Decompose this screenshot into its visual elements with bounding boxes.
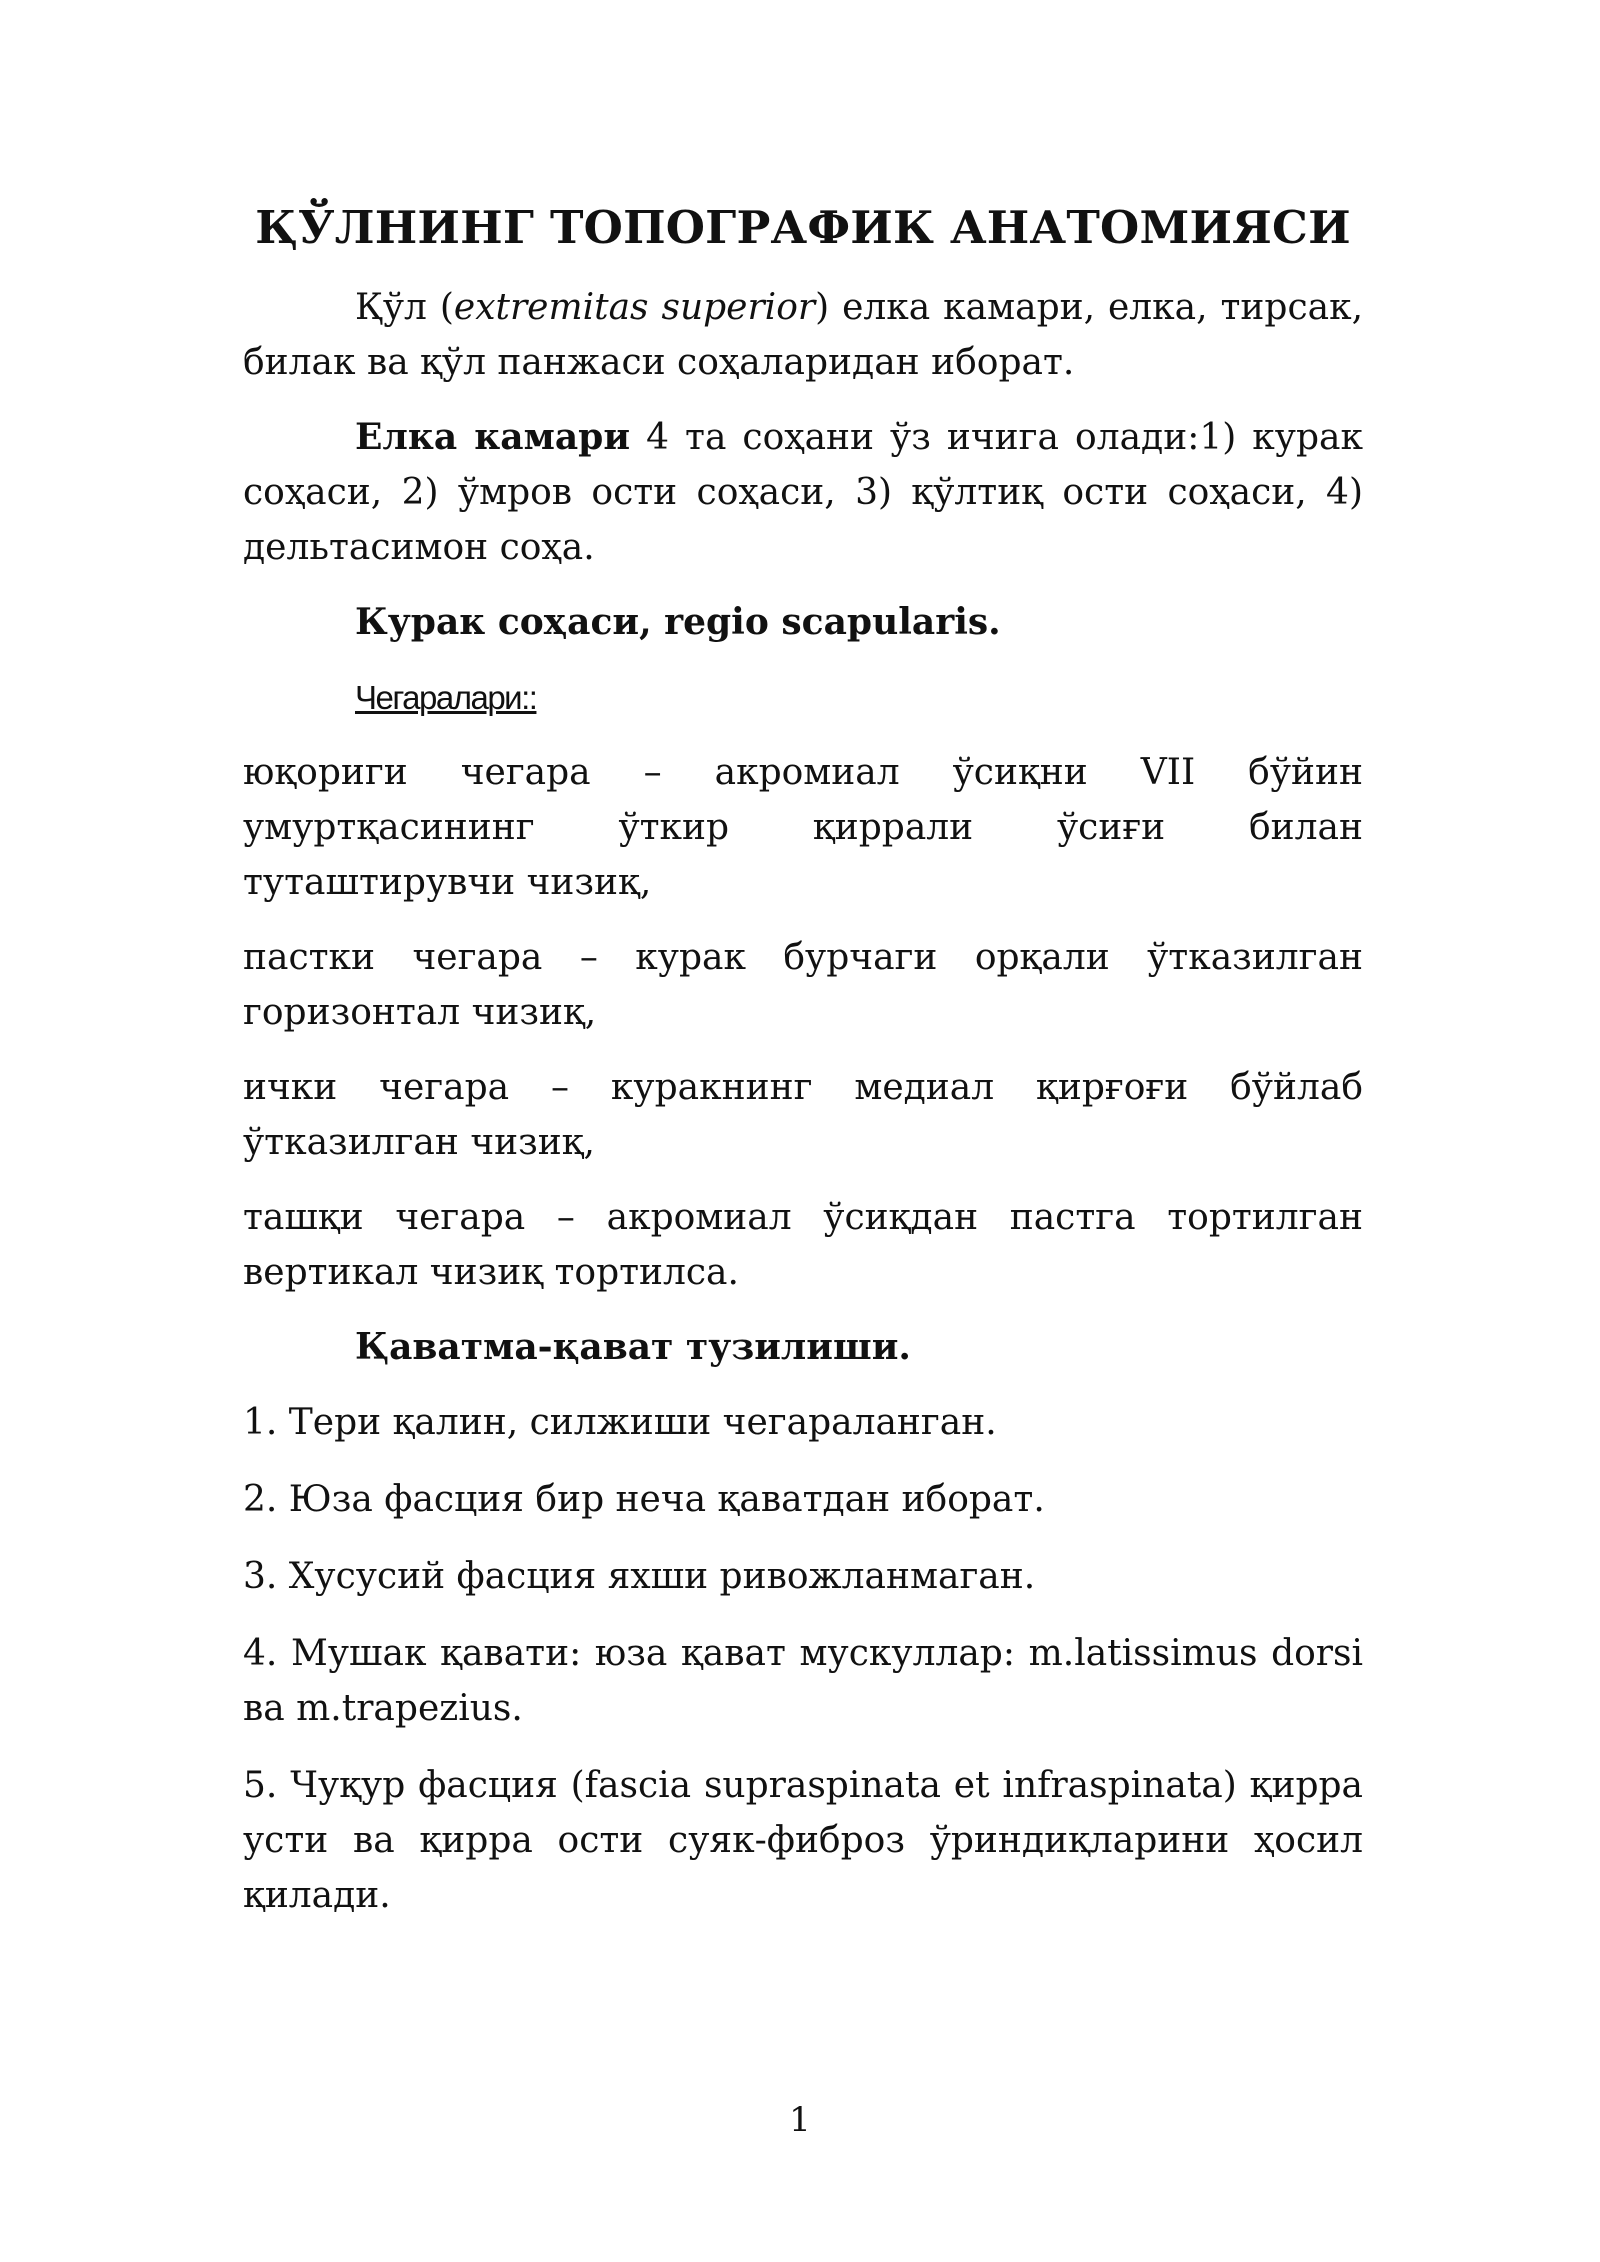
borders-heading-paragraph [243,670,1363,725]
list-item: 5. Чуқур фасция (fascia supraspinata et infraspinata) қирра усти ва қирра ости суяк-фиброз ўриндиқларини ҳосил қилади. [243,1765,1363,1916]
intro-start: Қўл ( [355,287,454,328]
shoulder-girdle-paragraph [243,410,1363,575]
outer-border-paragraph: ташқи чегара – акромиал ўсиқдан пастга тортилган вертикал чизиқ тортилса. [243,1197,1363,1293]
upper-border-line-2: туташтирувчи чизиқ, [243,862,652,903]
list-item: 1. Тери қалин, силжиши чегараланган. [243,1402,997,1443]
inner-border-paragraph: ички чегара – куракнинг медиал қирғоғи бўйлаб ўтказилган чизиқ, [243,1067,1363,1163]
list-item: 4. Мушак қавати: юза қават мускуллар: m.latissimus dorsi ва m.trapezius. [243,1633,1363,1729]
latin-term: extremitas superior [453,287,816,328]
layers-list [243,1395,1363,1923]
upper-border-line-1: юқориги чегара – акромиал ўсиқни VII бўйин умуртқасининг ўткир қиррали ўсиғи билан [243,752,1363,848]
scapular-region-heading: Курак соҳаси, regio scapularis. [355,601,1001,643]
list-item: 3. Хусусий фасция яхши ривожланмаган. [243,1556,1036,1597]
layers-heading: Қаватма-қават тузилиши. [355,1326,911,1368]
list-item: 2. Юза фасция бир неча қаватдан иборат. [243,1479,1045,1520]
page-title: ҚЎЛНИНГ ТОПОГРАФИК АНАТОМИЯСИ [255,201,1351,254]
page-number: 1 [789,2100,811,2140]
shoulder-girdle-term: Елка камари [355,416,631,458]
shoulder-girdle-text: 4 та соҳани ўз ичига олади:1) курак соҳаси, 2) ўмров ости соҳаси, 3) қўлтиқ ости соҳаси, 4) дельтасимон соҳа. [243,417,1363,568]
lower-border-paragraph: пастки чегара – курак бурчаги орқали ўтказилган горизонтал чизиқ, [243,937,1363,1033]
borders-heading: Чегаралари:: [355,679,537,716]
intro-end: ) елка камари, елка, тирсак, билак ва қўл панжаси соҳаларидан иборат. [243,287,1364,383]
upper-border-paragraph [243,745,1363,910]
document-page [243,196,1363,1945]
intro-paragraph [243,280,1363,390]
